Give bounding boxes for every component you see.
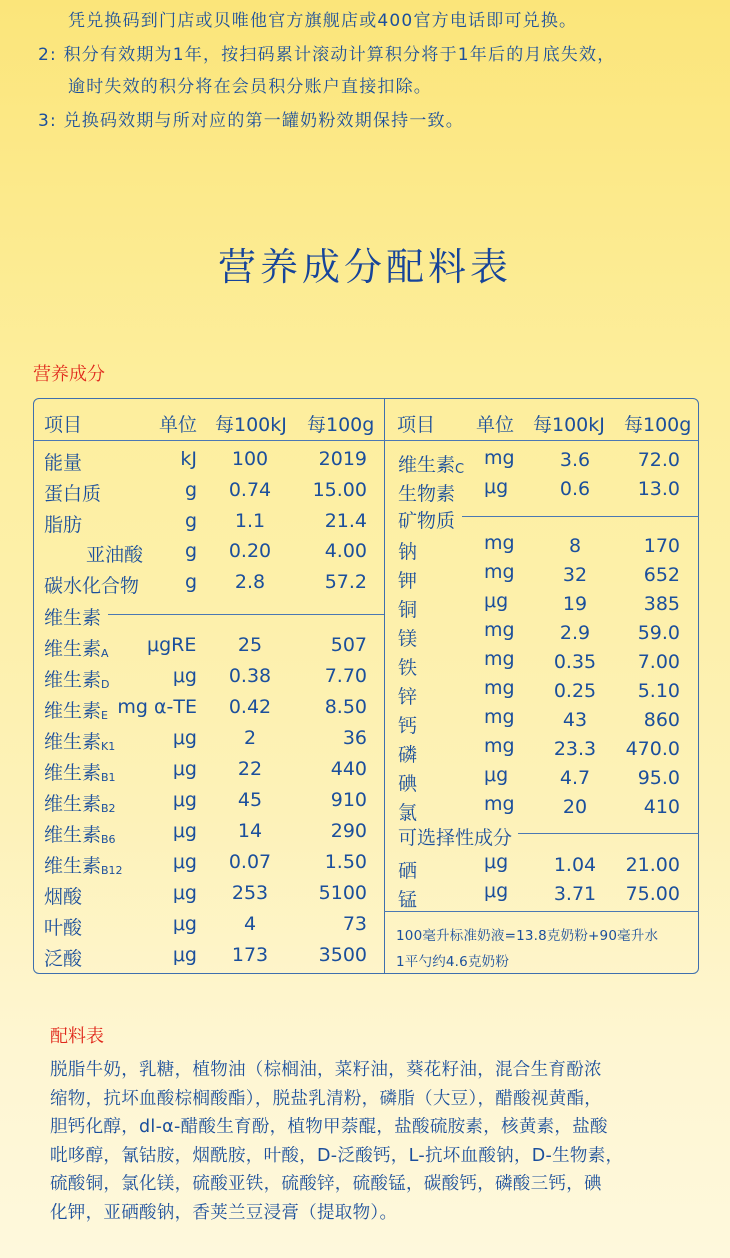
value-per-100kj: 253 bbox=[231, 882, 269, 904]
value-per-100g: 440 bbox=[330, 758, 367, 780]
header-unit: 单位 bbox=[159, 414, 198, 436]
value-per-100g: 470.0 bbox=[625, 738, 680, 760]
nutrient-unit: mg bbox=[484, 447, 515, 469]
table-header-divider bbox=[33, 440, 699, 441]
nutrient-name: 碘 bbox=[398, 773, 418, 795]
nutrient-unit: mg bbox=[484, 561, 515, 583]
nutrient-unit: g bbox=[184, 510, 197, 532]
value-per-100kj: 2.9 bbox=[559, 622, 591, 644]
nutrient-unit: μg bbox=[484, 764, 509, 786]
header-unit: 单位 bbox=[476, 414, 515, 436]
nutrient-name: 锌 bbox=[398, 686, 418, 708]
value-per-100kj: 0.74 bbox=[228, 479, 272, 501]
nutrient-unit: mg bbox=[484, 793, 515, 815]
value-per-100kj: 0.25 bbox=[553, 680, 597, 702]
ingredients-text bbox=[50, 1056, 700, 1227]
table-column-divider bbox=[384, 398, 385, 974]
nutrient-name: 维生素$_{B1}$ bbox=[44, 762, 116, 784]
nutrient-name: 烟酸 bbox=[44, 886, 83, 908]
note-line-1: 凭兑换码到门店或贝唯他官方旗舰店或400官方电话即可兑换。 bbox=[68, 11, 578, 31]
value-per-100kj: 43 bbox=[562, 709, 588, 731]
value-per-100kj: 4 bbox=[243, 913, 257, 935]
ingredients-line: 吡哆醇，氰钴胺，烟酰胺，叶酸，D-泛酸钙，L-抗坏血酸钠，D-生物素， bbox=[50, 1145, 624, 1166]
nutrient-name: 维生素$_{B2}$ bbox=[44, 793, 116, 815]
nutrient-unit: g bbox=[184, 571, 197, 593]
value-per-100g: 2019 bbox=[318, 448, 367, 470]
value-per-100kj: 22 bbox=[237, 758, 263, 780]
page-title: 营养成分配料表 bbox=[217, 245, 512, 289]
nutrient-name: 磷 bbox=[398, 744, 418, 766]
value-per-100kj: 173 bbox=[231, 944, 269, 966]
nutrient-unit: μg bbox=[172, 789, 197, 811]
nutrient-name: 维生素$_{B6}$ bbox=[44, 824, 116, 846]
value-per-100kj: 20 bbox=[562, 796, 588, 818]
header-item: 项目 bbox=[44, 414, 83, 436]
value-per-100g: 59.0 bbox=[637, 622, 680, 644]
left-vitamin-section-line bbox=[108, 614, 384, 615]
nutrient-name: 泛酸 bbox=[44, 948, 83, 970]
value-per-100kj: 0.35 bbox=[553, 651, 597, 673]
section-heading-vitamins: 维生素 bbox=[44, 607, 102, 629]
value-per-100kj: 1.1 bbox=[234, 510, 266, 532]
ingredients-line: 缩物，抗坏血酸棕榈酸酯），脱盐乳清粉，磷脂（大豆），醋酸视黄酯， bbox=[50, 1088, 603, 1109]
nutrient-unit: μg bbox=[172, 820, 197, 842]
nutrient-unit: μg bbox=[172, 913, 197, 935]
value-per-100kj: 23.3 bbox=[553, 738, 597, 760]
nutrient-unit: kJ bbox=[180, 448, 197, 470]
value-per-100g: 72.0 bbox=[637, 449, 680, 471]
nutrient-name: 锰 bbox=[398, 889, 418, 911]
value-per-100kj: 0.07 bbox=[228, 851, 272, 873]
nutrient-name: 铜 bbox=[398, 599, 418, 621]
value-per-100g: 7.70 bbox=[324, 665, 367, 687]
header-per-100g: 每100g bbox=[624, 414, 692, 436]
value-per-100kj: 32 bbox=[562, 564, 588, 586]
value-per-100g: 1.50 bbox=[324, 851, 367, 873]
nutrient-name: 生物素 bbox=[398, 483, 456, 505]
header-item: 项目 bbox=[397, 414, 436, 436]
value-per-100kj: 14 bbox=[237, 820, 263, 842]
value-per-100g: 290 bbox=[330, 820, 367, 842]
nutrient-unit: μg bbox=[172, 727, 197, 749]
right-optional-section-line bbox=[518, 833, 699, 834]
nutrient-name: 维生素$_D$ bbox=[44, 669, 110, 691]
section-heading-minerals: 矿物质 bbox=[398, 510, 456, 532]
nutrient-name: 叶酸 bbox=[44, 917, 83, 939]
nutrient-name: 钾 bbox=[398, 570, 418, 592]
nutrient-name: 维生素$_A$ bbox=[44, 638, 109, 660]
nutrient-unit: μg bbox=[484, 880, 509, 902]
value-per-100g: 75.00 bbox=[625, 883, 680, 905]
value-per-100kj: 3.6 bbox=[559, 449, 591, 471]
nutrient-name: 硒 bbox=[398, 860, 418, 882]
nutrition-section-label: 营养成分 bbox=[33, 364, 105, 385]
nutrient-unit: mg bbox=[484, 735, 515, 757]
nutrient-unit: g bbox=[184, 540, 197, 562]
nutrient-unit: mg bbox=[484, 619, 515, 641]
value-per-100g: 410 bbox=[643, 796, 680, 818]
nutrient-unit: μg bbox=[172, 758, 197, 780]
header-per-100g: 每100g bbox=[307, 414, 375, 436]
value-per-100kj: 8 bbox=[568, 535, 582, 557]
nutrient-unit: mg bbox=[484, 532, 515, 554]
note-line-3: 逾时失效的积分将在会员积分账户直接扣除。 bbox=[68, 77, 432, 97]
nutrient-unit: mg bbox=[484, 677, 515, 699]
nutrient-unit: μgRE bbox=[147, 634, 197, 656]
nutrient-unit: μg bbox=[172, 882, 197, 904]
nutrient-name: 维生素$_C$ bbox=[398, 454, 465, 477]
nutrient-name: 钠 bbox=[398, 541, 418, 563]
value-per-100g: 21.00 bbox=[625, 854, 680, 876]
value-per-100kj: 4.7 bbox=[559, 767, 591, 789]
nutrient-name: 维生素$_{B12}$ bbox=[44, 855, 123, 877]
value-per-100g: 3500 bbox=[318, 944, 367, 966]
value-per-100kj: 0.20 bbox=[228, 540, 272, 562]
value-per-100g: 385 bbox=[643, 593, 680, 615]
value-per-100kj: 2 bbox=[243, 727, 257, 749]
value-per-100g: 15.00 bbox=[312, 479, 367, 501]
nutrient-name: 碳水化合物 bbox=[44, 575, 140, 597]
nutrient-unit: μg bbox=[484, 590, 509, 612]
value-per-100g: 507 bbox=[330, 634, 367, 656]
section-heading-optional: 可选择性成分 bbox=[398, 827, 513, 849]
footnote-reconstitution: 100毫升标准奶液=13.8克奶粉+90毫升水 bbox=[396, 928, 659, 944]
value-per-100g: 7.00 bbox=[637, 651, 680, 673]
value-per-100g: 36 bbox=[342, 727, 367, 749]
value-per-100g: 170 bbox=[643, 535, 680, 557]
nutrient-name: 蛋白质 bbox=[44, 483, 102, 505]
nutrient-unit: mg bbox=[484, 648, 515, 670]
value-per-100kj: 2.8 bbox=[234, 571, 266, 593]
nutrient-name: 亚油酸 bbox=[86, 544, 144, 566]
nutrient-unit: μg bbox=[172, 665, 197, 687]
value-per-100kj: 3.71 bbox=[553, 883, 597, 905]
ingredients-line: 脱脂牛奶，乳糖，植物油（棕榈油，菜籽油，葵花籽油，混合生育酚浓 bbox=[50, 1060, 602, 1080]
value-per-100g: 8.50 bbox=[324, 696, 367, 718]
value-per-100g: 57.2 bbox=[324, 571, 367, 593]
value-per-100kj: 0.6 bbox=[559, 478, 591, 500]
header-per-100kj: 每100kJ bbox=[215, 414, 287, 436]
nutrient-unit: μg bbox=[172, 944, 197, 966]
nutrient-name: 维生素$_{K1}$ bbox=[44, 731, 116, 753]
value-per-100kj: 19 bbox=[562, 593, 588, 615]
value-per-100g: 73 bbox=[342, 913, 367, 935]
value-per-100kj: 100 bbox=[231, 448, 269, 470]
value-per-100kj: 0.38 bbox=[228, 665, 272, 687]
note-line-2: 2: 积分有效期为1年，按扫码累计滚动计算积分将于1年后的月底失效， bbox=[38, 45, 616, 65]
nutrient-name: 钙 bbox=[398, 715, 418, 737]
value-per-100kj: 1.04 bbox=[553, 854, 597, 876]
nutrient-unit: g bbox=[184, 479, 197, 501]
value-per-100g: 5.10 bbox=[637, 680, 680, 702]
nutrient-unit: mg α-TE bbox=[117, 696, 197, 718]
header-per-100kj: 每100kJ bbox=[533, 414, 605, 436]
value-per-100g: 21.4 bbox=[324, 510, 367, 532]
right-mineral-section-line bbox=[462, 516, 699, 517]
ingredients-line: 硫酸铜，氯化镁，硫酸亚铁，硫酸锌，硫酸锰，碳酸钙，磷酸三钙，碘 bbox=[50, 1174, 602, 1194]
value-per-100g: 5100 bbox=[318, 882, 367, 904]
nutrient-unit: mg bbox=[484, 706, 515, 728]
value-per-100kj: 0.42 bbox=[228, 696, 272, 718]
value-per-100kj: 45 bbox=[237, 789, 263, 811]
nutrient-name: 维生素$_E$ bbox=[44, 700, 108, 722]
value-per-100kj: 25 bbox=[237, 634, 263, 656]
ingredients-line: 胆钙化醇，dl-α-醋酸生育酚，植物甲萘醌，盐酸硫胺素，核黄素，盐酸 bbox=[50, 1117, 608, 1137]
value-per-100g: 652 bbox=[643, 564, 680, 586]
footnote-scoop: 1平勺约4.6克奶粉 bbox=[396, 954, 510, 970]
nutrient-unit: μg bbox=[484, 476, 509, 498]
nutrient-unit: μg bbox=[172, 851, 197, 873]
ingredients-section-label: 配料表 bbox=[50, 1026, 104, 1047]
value-per-100g: 95.0 bbox=[637, 767, 680, 789]
ingredients-line: 化钾，亚硒酸钠，香荚兰豆浸膏（提取物）。 bbox=[50, 1202, 398, 1223]
nutrient-name: 氯 bbox=[398, 802, 418, 824]
nutrient-name: 铁 bbox=[398, 657, 418, 679]
nutrient-name: 能量 bbox=[44, 452, 83, 474]
right-footnote-divider bbox=[384, 911, 699, 912]
value-per-100g: 13.0 bbox=[637, 478, 680, 500]
nutrient-unit: μg bbox=[484, 851, 509, 873]
nutrient-name: 脂肪 bbox=[44, 514, 83, 536]
value-per-100g: 4.00 bbox=[324, 540, 367, 562]
value-per-100g: 860 bbox=[643, 709, 680, 731]
value-per-100g: 910 bbox=[330, 789, 367, 811]
note-line-4: 3: 兑换码效期与所对应的第一罐奶粉效期保持一致。 bbox=[38, 111, 464, 131]
nutrient-name: 镁 bbox=[398, 628, 418, 650]
